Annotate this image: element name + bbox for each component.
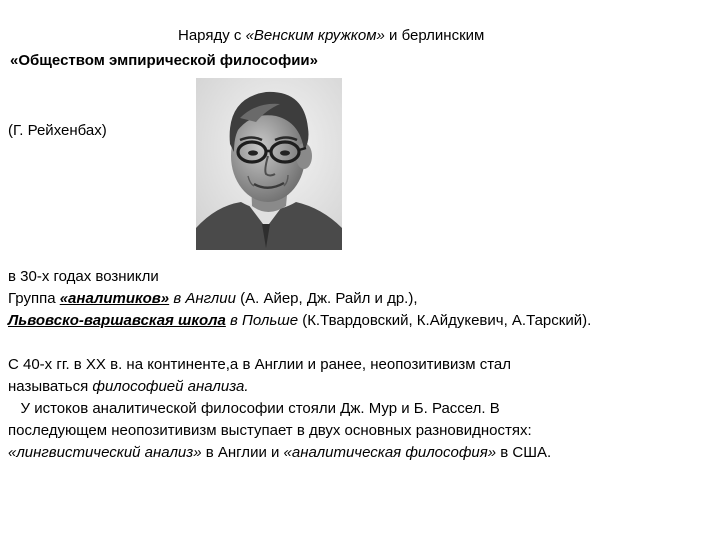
analysts-term: «аналитиков» <box>59 290 170 307</box>
paragraph-line-5-mid: в Англии и <box>201 444 284 461</box>
paragraph-line-4: последующем неопозитивизм выступает в двух основных разновидностях: <box>8 422 532 439</box>
linguistic-analysis-term: «лингвистический анализ» <box>8 444 202 461</box>
paragraph-line-1: С 40-х гг. в XX в. на континенте,а в Англии и ранее, неопозитивизм стал <box>8 356 511 373</box>
paragraph-line-3: У истоков аналитической философии стояли Дж. Мур и Б. Рассел. В <box>8 400 500 417</box>
vienna-circle-text: «Венским кружком» <box>245 27 385 44</box>
philosophy-of-analysis-term: философией анализа. <box>92 378 249 395</box>
reichenbach-portrait <box>196 78 342 250</box>
lwow-warsaw-country: в Польше <box>225 312 299 329</box>
analytic-philosophy-term: «аналитическая философия» <box>283 444 497 461</box>
paragraph-line-2 <box>8 377 249 397</box>
reichenbach-label: (Г. Рейхенбах) <box>8 122 107 139</box>
header-line-1 <box>178 26 484 46</box>
analysts-pre: Группа <box>8 290 60 307</box>
analysts-members: (А. Айер, Дж. Райл и др.), <box>235 290 418 307</box>
paragraph-line-5-end: в США. <box>496 444 552 461</box>
header-line-2: «Обществом эмпирической философии» <box>10 52 318 69</box>
founded-line: в 30-х годах возникли <box>8 268 159 285</box>
lwow-warsaw-line <box>8 311 591 331</box>
analysts-country: в Англии <box>169 290 236 307</box>
header-text-end: и берлинским <box>384 27 485 44</box>
header-text: Наряду с <box>178 27 246 44</box>
analysts-group-line <box>8 289 418 309</box>
paragraph-line-2-pre: называться <box>8 378 93 395</box>
lwow-warsaw-members: (К.Твардовский, К.Айдукевич, А.Тарский). <box>298 312 592 329</box>
paragraph-line-5 <box>8 443 551 463</box>
lwow-warsaw-term: Львовско-варшавская школа <box>8 312 226 329</box>
